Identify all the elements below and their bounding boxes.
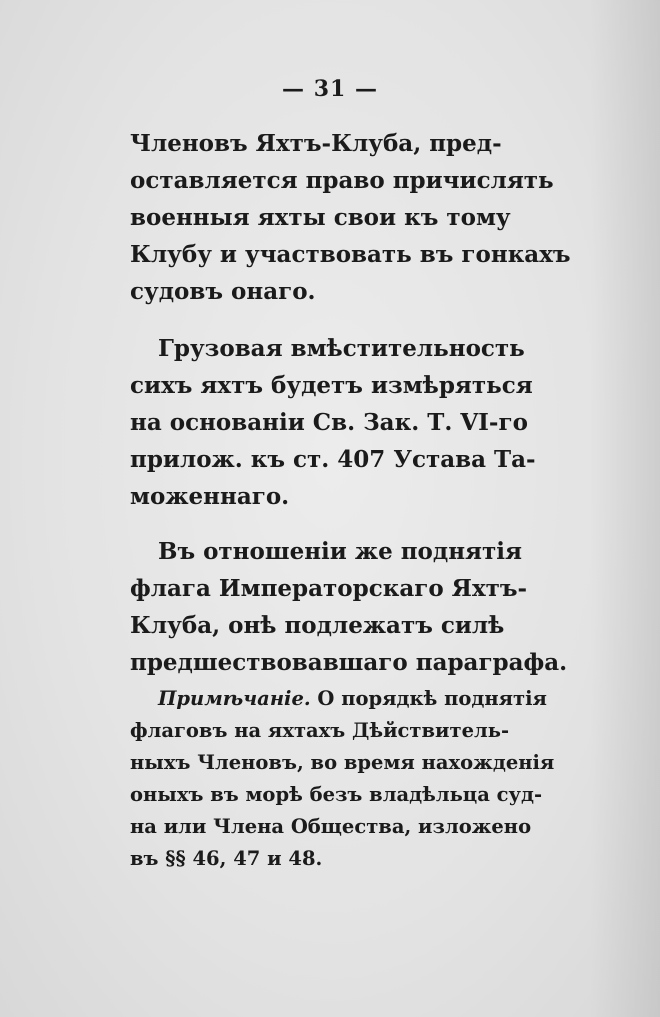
paragraph-2-line: сихъ яхтъ будетъ измѣряться: [130, 372, 533, 399]
paragraph-3-line: Въ отношеніи же поднятія: [158, 538, 523, 565]
paragraph-1-line: судовъ онаго.: [130, 278, 316, 305]
paragraph-3: [130, 533, 568, 681]
paragraph-2-line: прилож. къ ст. 407 Устава Та-: [130, 446, 536, 473]
paragraph-1-line: военныя яхты свои къ тому: [130, 204, 511, 231]
note-block: [130, 683, 555, 875]
page-number: — 31 —: [282, 76, 378, 102]
note-line: оныхъ въ морѣ безъ владѣльца суд-: [130, 783, 543, 806]
paragraph-1-line: оставляется право причислять: [130, 167, 554, 194]
paragraph-2: [130, 330, 536, 515]
paragraph-2-line: Грузовая вмѣстительность: [158, 335, 525, 362]
paragraph-3-line: предшествовавшаго параграфа.: [130, 649, 568, 676]
note-line: на или Члена Общества, изложено: [130, 815, 532, 838]
paragraph-2-line: на основаніи Св. Зак. Т. VI-го: [130, 409, 528, 436]
paragraph-3-line: флага Императорскаго Яхтъ-: [130, 575, 528, 602]
paragraph-1-line: Членовъ Яхтъ-Клуба, пред-: [130, 130, 502, 157]
paragraph-3-line: Клуба, онѣ подлежатъ силѣ: [130, 612, 505, 639]
paragraph-1: [130, 125, 571, 310]
note-label: Примѣчаніе.: [158, 687, 311, 710]
note-first-line-text: О порядкѣ поднятія: [310, 687, 547, 710]
note-line: въ §§ 46, 47 и 48.: [130, 847, 323, 870]
paragraph-2-line: моженнаго.: [130, 483, 290, 510]
note-first-line: [130, 683, 547, 715]
paragraph-1-line: Клубу и участвовать въ гонкахъ: [130, 241, 571, 268]
note-line: ныхъ Членовъ, во время нахожденія: [130, 751, 555, 774]
note-line: флаговъ на яхтахъ Дѣйствитель-: [130, 719, 510, 742]
